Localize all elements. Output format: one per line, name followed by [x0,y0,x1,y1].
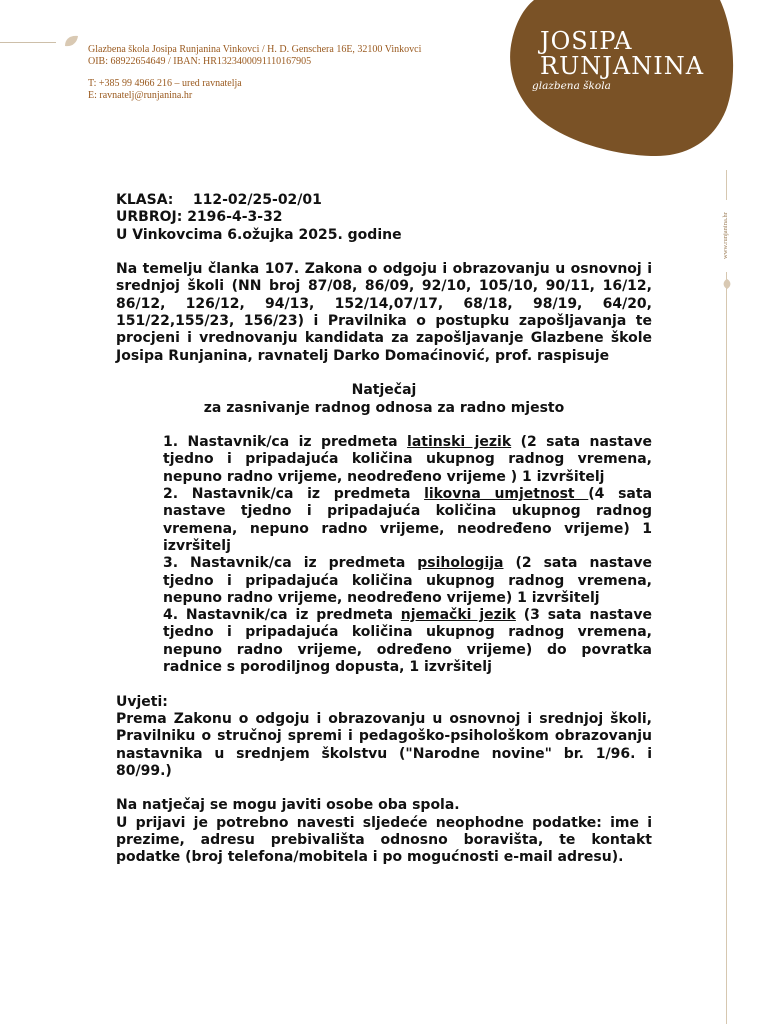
item-details: (4 sata nastave tjedno i pripadajuća količina ukupnog radnog vremena, nepuno radno vrijeme, neodređeno vrijeme) 1 izvršitelj [163,486,653,554]
item-prefix: 4. Nastavnik/ca iz predmeta [163,607,401,624]
item-details: (2 sata nastave tjedno i pripadajuća količina ukupnog radnog vremena, nepuno radno vrijeme, neodređeno vrijeme ) 1 izvršitelj [163,434,652,485]
side-website: www.runjanina.hr [722,200,732,272]
side-rule [726,170,727,1024]
conditions-heading: Uvjeti: [116,693,168,710]
intro-paragraph: Na temelju članka 107. Zakona o odgoju i obrazovanju u osnovnoj i srednjoj školi (NN broj 87/08, 86/09, 92/10, 105/10, 90/11, 16/12, 86/12, 126/12, 94/13, 152/14,07/17, 68/18, 98/19, 64/20, 151/22,155/23, 156/23) i Pravilnika o postupku zapošljavanja te procjeni i vrednovanju kandidata za zapošljavanje Glazbene škole Josipa Runjanina, ravnatelj Darko Domaćinović, prof. raspisuje [116,261,652,364]
apply-requirements: U prijavi je potrebno navesti sljedeće neophodne podatke: ime i prezime, adresu prebivališta odnosno boravišta, te kontakt podatke (broj telefona/mobitela i po mogućnosti e-mail adresu). [116,814,652,866]
list-item [163,555,652,607]
header-rule [0,42,56,43]
klasa-value: 112-02/25-02/01 [192,192,322,208]
item-prefix: 2. Nastavnik/ca iz predmeta [163,486,425,503]
reference-block [116,192,652,244]
item-prefix: 3. Nastavnik/ca iz predmeta [163,555,418,572]
conditions-text: Prema Zakonu o odgoju i obrazovanju u osnovnoj i srednjoj školi, Pravilniku o stručnoj spremi i pedagoško-psihološkom obrazovanju nastavnika u srednjem školstvu ("Narodne novine" br. 1/96. i 80/99.) [116,710,652,779]
notice-subtitle: za zasnivanje radnog odnosa za radno mjesto [203,399,565,416]
school-contact-info [88,44,488,102]
list-item [163,486,652,555]
notice-title: Natječaj [351,382,417,399]
item-details: (3 sata nastave tjedno i pripadajuća količina ukupnog radnog vremena, nepuno radno vrijeme, određeno vrijeme) do povratka radnice s porodiljnog dopusta, 1 izvršitelj [163,607,652,676]
document-body [116,192,652,867]
logo-line-2: RUNJANINA [540,52,705,80]
item-subject: njemački jezik [400,607,516,624]
school-email: E: ravnatelj@runjanina.hr [88,90,193,101]
school-phone: T: +385 99 4966 216 – ured ravnatelja [88,78,242,89]
apply-note: Na natječaj se mogu javiti osobe oba spola. [116,797,460,814]
logo-line-1: JOSIPA [540,27,633,55]
place-date: U Vinkovcima 6.ožujka 2025. godine [116,226,402,243]
logo-subtitle: glazbena škola [532,80,611,92]
side-leaf-icon [721,278,733,290]
item-details: (2 sata nastave tjedno i pripadajuća količina ukupnog radnog vremena, nepuno radno vrijeme, neodređeno vrijeme) 1 izvršitelj [163,555,652,606]
school-oib-iban: OIB: 68922654649 / IBAN: HR1323400091110167905 [88,56,312,67]
school-address: Glazbena škola Josipa Runjanina Vinkovci / H. D. Genschera 16E, 32100 Vinkovci [88,44,422,55]
school-logo [506,0,742,158]
list-item [163,434,652,486]
item-prefix: 1. Nastavnik/ca iz predmeta [163,434,408,451]
item-subject: latinski jezik [407,434,512,451]
item-subject: likovna umjetnost [424,486,589,503]
urbroj-line [116,209,652,226]
list-item [163,607,652,676]
leaf-icon [64,35,79,47]
positions-list [163,434,652,676]
item-subject: psihologija [417,555,504,572]
klasa-label: KLASA: [116,192,174,208]
urbroj-label: URBROJ: [116,209,183,226]
urbroj-value: 2196-4-3-32 [187,209,283,226]
klasa-line [116,192,652,209]
